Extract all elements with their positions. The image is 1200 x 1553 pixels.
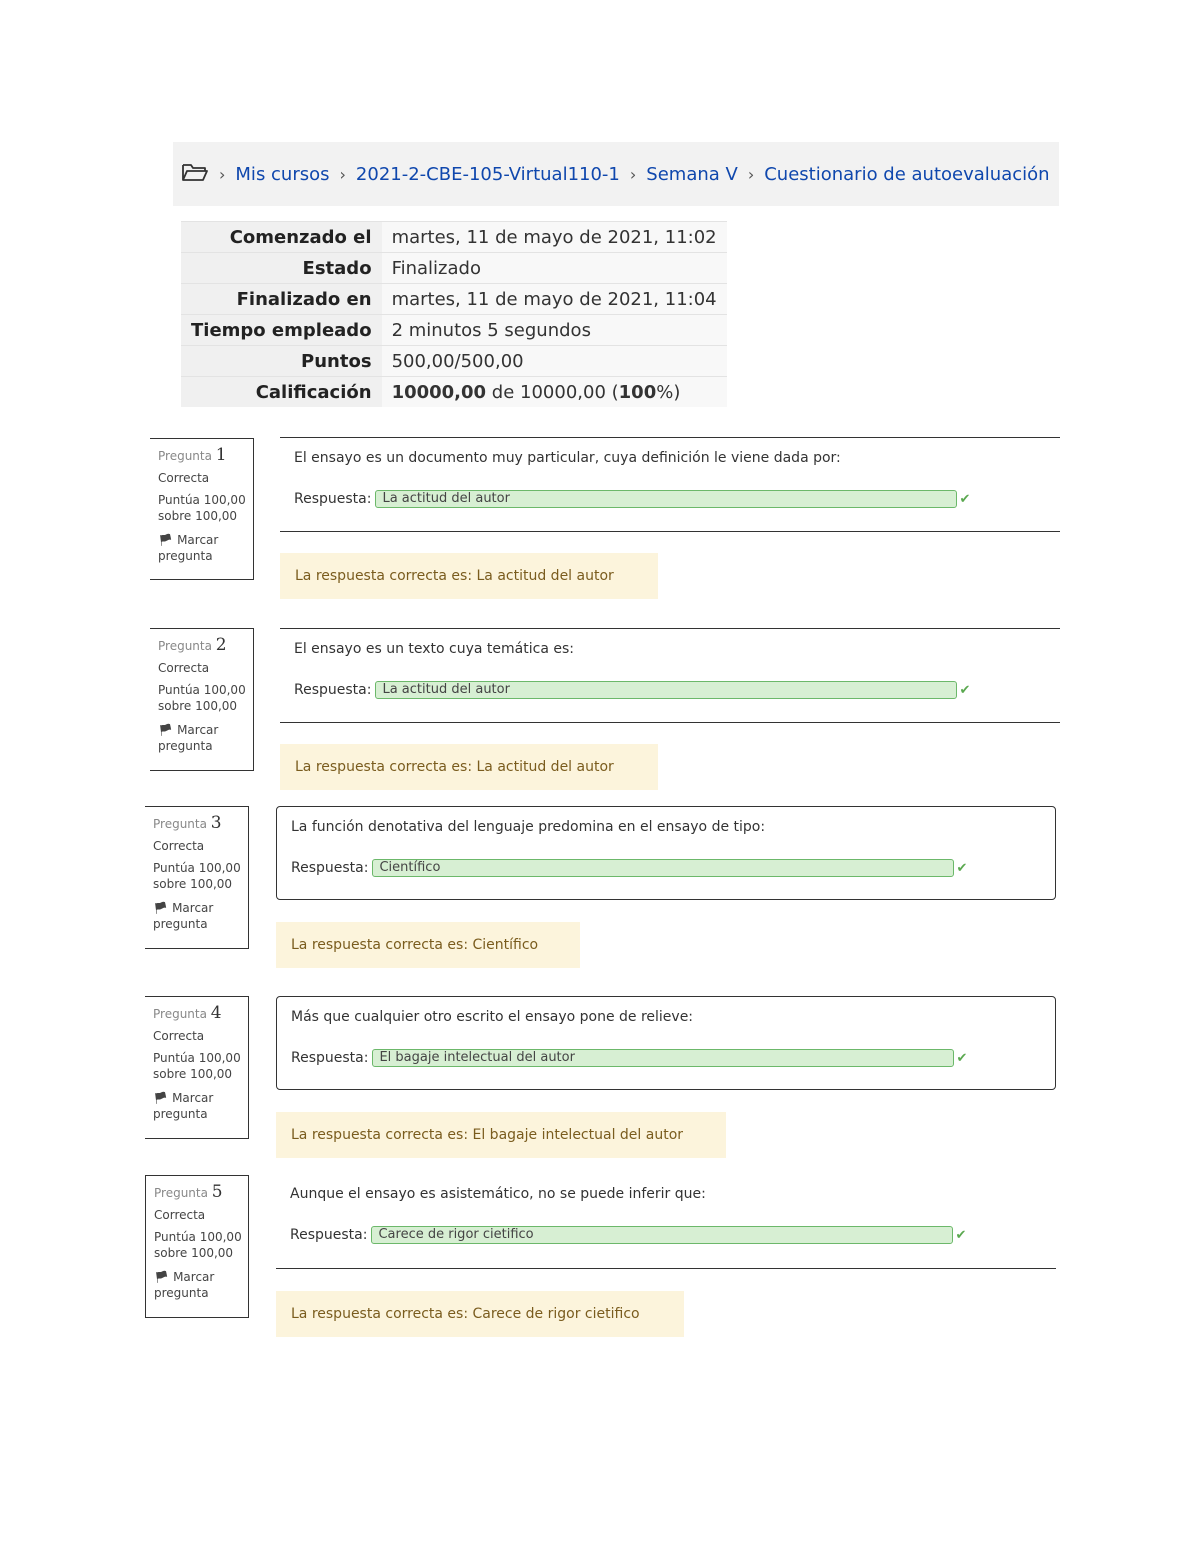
question-points (158, 682, 247, 714)
answer-row (294, 681, 970, 699)
question-info (145, 1175, 249, 1318)
summary-value: 2 minutos 5 segundos (382, 315, 727, 346)
breadcrumb-week[interactable]: Semana V (646, 163, 738, 185)
flag-label: pregunta (153, 917, 208, 931)
summary-label: Finalizado en (181, 284, 382, 315)
answer-input[interactable]: Científico (372, 859, 954, 877)
summary-label: Tiempo empleado (181, 315, 382, 346)
summary-row (181, 253, 727, 284)
question-text: Aunque el ensayo es asistemático, no se puede inferir que: (290, 1186, 706, 1202)
summary-label: Calificación (181, 377, 382, 408)
question-info (150, 628, 254, 771)
check-icon: ✔ (955, 1227, 967, 1243)
points-line: sobre 100,00 (153, 877, 233, 891)
question-content (276, 1174, 1056, 1269)
answer-label: Respuesta: (291, 1050, 369, 1066)
question-points (158, 492, 247, 524)
flag-question[interactable] (158, 722, 247, 754)
question-content (280, 437, 1060, 532)
question-title: Pregunta (158, 639, 212, 653)
answer-label: Respuesta: (294, 682, 372, 698)
question-title: Pregunta (154, 1186, 208, 1200)
question-points (153, 1050, 242, 1082)
flag-icon: 🏴︎ (158, 723, 174, 737)
flag-question[interactable] (158, 532, 247, 564)
feedback: La respuesta correcta es: Carece de rigor cietifico (276, 1291, 684, 1337)
question-info (145, 806, 249, 949)
feedback: La respuesta correcta es: Científico (276, 922, 580, 968)
question-number: 1 (215, 445, 227, 465)
answer-input[interactable]: El bagaje intelectual del autor (372, 1049, 954, 1067)
check-icon: ✔ (959, 491, 971, 507)
flag-icon: 🏴︎ (158, 533, 174, 547)
summary-label: Puntos (181, 346, 382, 377)
flag-icon: 🏴︎ (154, 1270, 170, 1284)
summary-row (181, 315, 727, 346)
chevron-right-icon: › (219, 164, 226, 184)
answer-input[interactable]: La actitud del autor (375, 681, 957, 699)
answer-input[interactable]: La actitud del autor (375, 490, 957, 508)
summary-value: martes, 11 de mayo de 2021, 11:04 (382, 284, 727, 315)
answer-label: Respuesta: (290, 1227, 368, 1243)
flag-label: Marcar (173, 1270, 215, 1284)
grade-percent: 100 (618, 381, 657, 403)
answer-row (291, 1049, 967, 1067)
question-points (153, 860, 242, 892)
question-points (154, 1229, 242, 1261)
flag-question[interactable] (153, 900, 242, 932)
chevron-right-icon: › (339, 164, 346, 184)
question-content (280, 628, 1060, 723)
question-content (276, 996, 1056, 1090)
flag-label: pregunta (154, 1286, 209, 1300)
breadcrumb-quiz[interactable]: Cuestionario de autoevaluación (764, 163, 1050, 185)
folder-icon[interactable] (181, 162, 209, 187)
question-status: Correcta (158, 471, 210, 485)
points-line: Puntúa 100,00 (154, 1230, 242, 1244)
question-status: Correcta (153, 839, 205, 853)
grade-value (382, 377, 727, 408)
attempt-summary-table (181, 221, 727, 407)
summary-label: Comenzado el (181, 222, 382, 253)
question-text: El ensayo es un documento muy particular, cuya definición le viene dada por: (294, 450, 841, 466)
summary-row (181, 222, 727, 253)
question-text: La función denotativa del lenguaje predomina en el ensayo de tipo: (291, 819, 766, 835)
question-title: Pregunta (153, 817, 207, 831)
question-number: 5 (211, 1182, 223, 1202)
summary-row (181, 284, 727, 315)
question-number: 3 (210, 813, 222, 833)
chevron-right-icon: › (747, 164, 755, 184)
summary-value: 500,00/500,00 (382, 346, 727, 377)
grade-of: de 10000,00 ( (486, 381, 619, 403)
question-text: El ensayo es un texto cuya temática es: (294, 641, 574, 657)
feedback: La respuesta correcta es: El bagaje intelectual del autor (276, 1112, 726, 1158)
summary-row (181, 346, 727, 377)
grade-score: 10000,00 (391, 381, 487, 403)
question-status: Correcta (158, 661, 210, 675)
answer-label: Respuesta: (294, 491, 372, 507)
question-number: 2 (215, 635, 227, 655)
question-number: 4 (210, 1003, 222, 1023)
summary-value: Finalizado (382, 253, 727, 284)
question-info (150, 438, 254, 580)
question-title: Pregunta (153, 1007, 207, 1021)
flag-label: Marcar (172, 1091, 214, 1105)
flag-icon: 🏴︎ (153, 1091, 169, 1105)
flag-label: pregunta (153, 1107, 208, 1121)
breadcrumb-mis-cursos[interactable]: Mis cursos (235, 163, 330, 185)
points-line: sobre 100,00 (153, 1067, 233, 1081)
points-line: sobre 100,00 (158, 699, 238, 713)
points-line: Puntúa 100,00 (158, 493, 246, 507)
flag-label: pregunta (158, 549, 213, 563)
points-line: Puntúa 100,00 (153, 861, 241, 875)
check-icon: ✔ (959, 682, 971, 698)
flag-label: pregunta (158, 739, 213, 753)
flag-question[interactable] (154, 1269, 242, 1301)
breadcrumb-course[interactable]: 2021-2-CBE-105-Virtual110-1 (355, 163, 620, 185)
answer-row (290, 1226, 966, 1244)
feedback: La respuesta correcta es: La actitud del autor (280, 744, 658, 790)
flag-question[interactable] (153, 1090, 242, 1122)
question-title: Pregunta (158, 449, 212, 463)
question-status: Correcta (153, 1029, 205, 1043)
summary-value: martes, 11 de mayo de 2021, 11:02 (382, 222, 727, 253)
breadcrumb (173, 142, 1059, 206)
points-line: sobre 100,00 (154, 1246, 234, 1260)
flag-label: Marcar (177, 533, 219, 547)
chevron-right-icon: › (629, 164, 637, 184)
points-line: Puntúa 100,00 (153, 1051, 241, 1065)
flag-icon: 🏴︎ (153, 901, 169, 915)
feedback: La respuesta correcta es: La actitud del autor (280, 553, 658, 599)
answer-input[interactable]: Carece de rigor cietifico (371, 1226, 953, 1244)
answer-label: Respuesta: (291, 860, 369, 876)
check-icon: ✔ (956, 1050, 968, 1066)
grade-end: %) (656, 381, 681, 403)
summary-label: Estado (181, 253, 382, 284)
flag-label: Marcar (172, 901, 214, 915)
answer-row (291, 859, 967, 877)
points-line: sobre 100,00 (158, 509, 238, 523)
points-line: Puntúa 100,00 (158, 683, 246, 697)
question-info (145, 996, 249, 1139)
question-content (276, 806, 1056, 900)
question-status: Correcta (154, 1208, 206, 1222)
flag-label: Marcar (177, 723, 219, 737)
check-icon: ✔ (956, 860, 968, 876)
summary-row (181, 377, 727, 408)
answer-row (294, 490, 970, 508)
question-text: Más que cualquier otro escrito el ensayo pone de relieve: (291, 1009, 694, 1025)
